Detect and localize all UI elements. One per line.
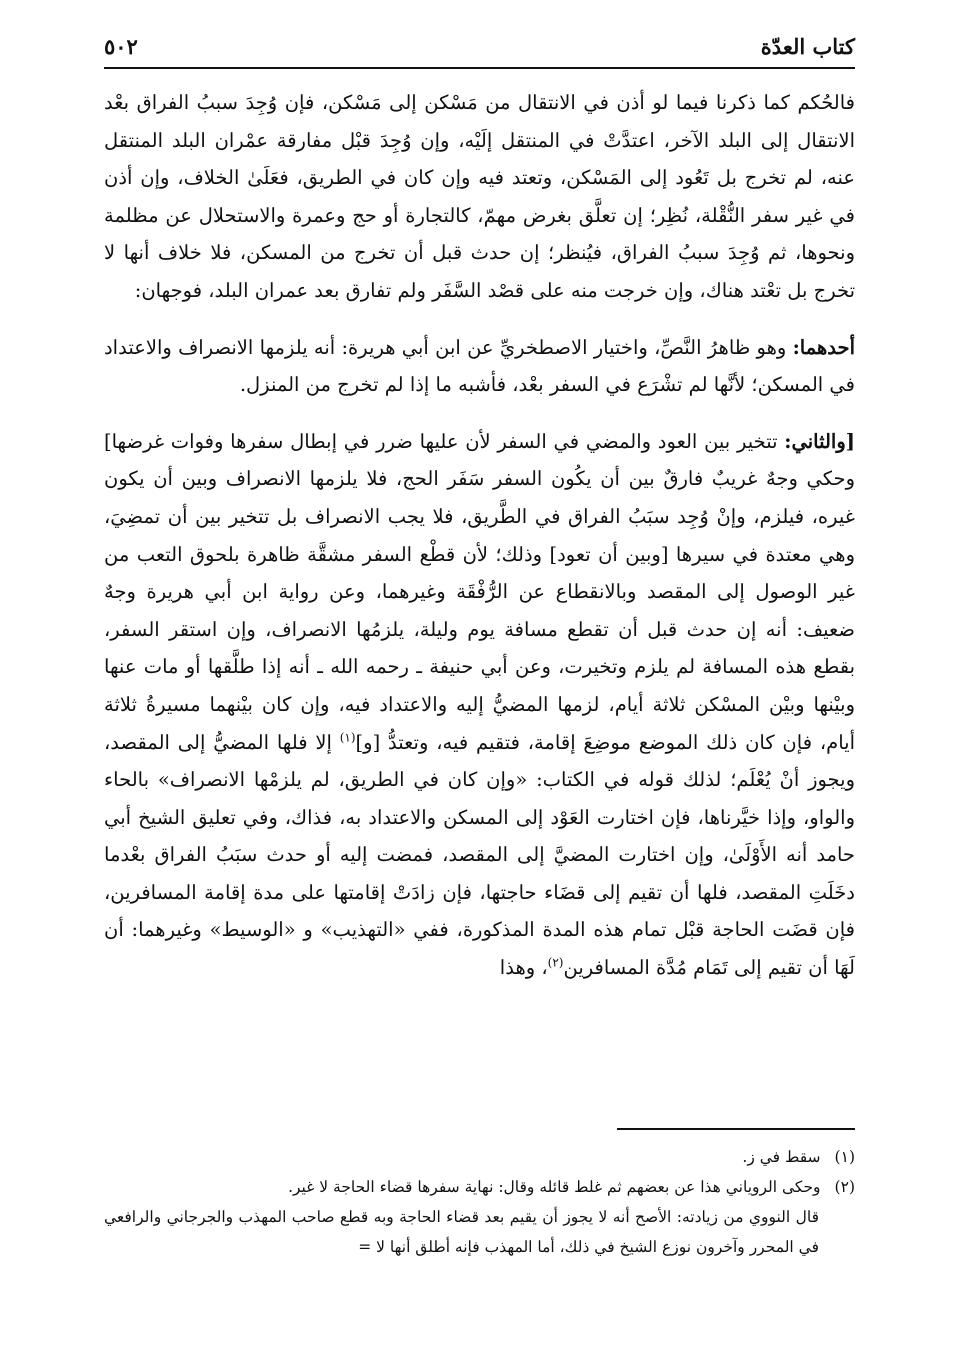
paragraph-3-lead: [والثاني: bbox=[784, 429, 855, 453]
main-text bbox=[104, 84, 855, 987]
footnote-2-number: (٢) bbox=[834, 1178, 855, 1196]
footnote-2-text: وحكى الروياني هذا عن بعضهم ثم غلط قائله وقال: نهاية سفرها قضاء الحاجة لا غير. bbox=[288, 1178, 821, 1196]
header-rule bbox=[104, 67, 855, 69]
paragraph-3-text-c: ، وهذا bbox=[499, 956, 548, 980]
paragraph-2-lead: أحدهما: bbox=[792, 335, 855, 359]
footnote-1 bbox=[104, 1142, 855, 1172]
paragraph-3 bbox=[104, 423, 855, 987]
paragraph-1 bbox=[104, 84, 855, 310]
running-head bbox=[104, 28, 855, 64]
footnote-rule bbox=[617, 1128, 855, 1130]
footnote-ref-1: (١) bbox=[339, 730, 356, 744]
footnote-1-text: سقط في ز. bbox=[742, 1148, 821, 1166]
footnote-1-number: (١) bbox=[834, 1148, 855, 1166]
paragraph-2 bbox=[104, 329, 855, 404]
page-number: ٥٠٢ bbox=[104, 33, 138, 59]
paragraph-3-text-a: تتخير بين العود والمضي في السفر لأن عليها ضرر في إبطال سفرها وفوات غرضها] وحكي وجهٌ غريبٌ فارقٌ بين أن يكُون السفر سَفَر الحج، فلا يلزمها الانصراف وبين أن يكون غيره، فيلزم، وإنْ وُجِد سبَبُ الفراق في الطَّريق، فلا يجب الانصراف بل تتخير بين أن تمضِيَ، وهي معتدة في سيرها [وبين أن تعود] وذلك؛ لأن قطْع السفر مشقَّة ظاهرة بلحوق التعب من غير الوصول إلى المقصد وبالانقطاع عن الرُّفْقَة وغيرهما، وعن رواية ابن أبي هريرة وجهٌ ضعيف: أنه إن حدث قبل أن تقطع مسافة يوم وليلة، يلزمُها الانصراف، وإن استقر السفر، بقطع هذه المسافة لم يلزم وتخيرت، وعن أبي حنيفة ـ رحمه الله ـ أنه إذا طلَّقها أو مات عنها وبيْنها وبيْن المسْكن ثلاثة أيام، لزمها المضيُّ إليه والاعتداد فيه، وإن كان بيْنهما مسيرةُ ثلاثة أيام، فإن كان ذلك الموضع موضِعَ إقامة، فتقيم فيه، وتعتدُّ [و] bbox=[104, 429, 855, 754]
paragraph-1-text: فالحُكم كما ذكرنا فيما لو أذن في الانتقال من مَسْكن إلى مَسْكن، فإن وُجِدَ سببُ الفراق بعْد الانتقال إلى البلد الآخر، اعتدَّتْ في المنتقل إلَيْه، وإن وُجِدَ قبْل مفارقة عمْران البلد المنتقل عنه، لم تخرج بل تَعُود إلى المَسْكن، وتعتد فيه وإن كان في الطريق، فعَلَىٰ الخلاف، وإن أذن في غير سفر النُّقْلة، نُظِر؛ إن تعلَّق بغرض مهمّ، كالتجارة أو حج وعمرة والاستحلال عن مظلمة ونحوها، ثم وُجِدَ سببُ الفراق، فيُنظر؛ إن حدث قبل أن تخرج من المسكن، فلا خلاف أنها لا تخرج بل تعْتد هناك، وإن خرجت منه على قصْد السَّفَر ولم تفارق بعد عمران البلد، فوجهان: bbox=[104, 91, 855, 302]
footnotes bbox=[104, 1142, 855, 1262]
paragraph-3-text-b: إلا فلها المضيُّ إلى المقصد، ويجوز أنْ يُعْلَم؛ لذلك قوله في الكتاب: «وإن كان في الطريق، لم يلزمْها الانصراف» بالحاء والواو، وإذا خيَّرناها، فإن اختارت العَوْد إلى المسكن والاعتداد به، فذاك، وفي تعليق الشيخ أبي حامد أنه الأَوْلَىٰ، وإن اختارت المضيَّ إلى المقصد، فمضت إليه أو حدث سبَبُ الفراق بعْدما دخَلَتِ المقصد، فلها أن تقيم إلى قضَاء حاجتها، فإن زادَتْ إقامتها على مدة إقامة المسافرين، فإن قضَت الحاجة قبْل تمام هذه المدة المذكورة، ففي «التهذيب» و «الوسيط» وغيرهما: أن لَهَا أن تقيم إلى تَمَام مُدَّة المسافرين bbox=[104, 730, 855, 980]
footnote-2-continuation: قال النووي من زيادته: الأصح أنه لا يجوز أن يقيم بعد قضاء الحاجة وبه قطع صاحب المهذب والجرجاني والرافعي في المحرر وآخرون نوزع الشيخ في ذلك، أما المهذب فإنه أطلق أنها لا = bbox=[104, 1208, 819, 1256]
book-title: كتاب العدّة bbox=[760, 33, 855, 59]
footnote-2 bbox=[104, 1172, 855, 1202]
footnote-ref-2: (٢) bbox=[547, 955, 564, 970]
paragraph-2-text: وهو ظاهرُ النَّصِّ، واختيار الاصطخريِّ عن ابن أبي هريرة: أنه يلزمها الانصراف والاعتداد في المسكن؛ لأنَّها لم تشْرَع في السفر بعْد، فأشبه ما إذا لم تخرج من المنزل. bbox=[104, 335, 855, 397]
